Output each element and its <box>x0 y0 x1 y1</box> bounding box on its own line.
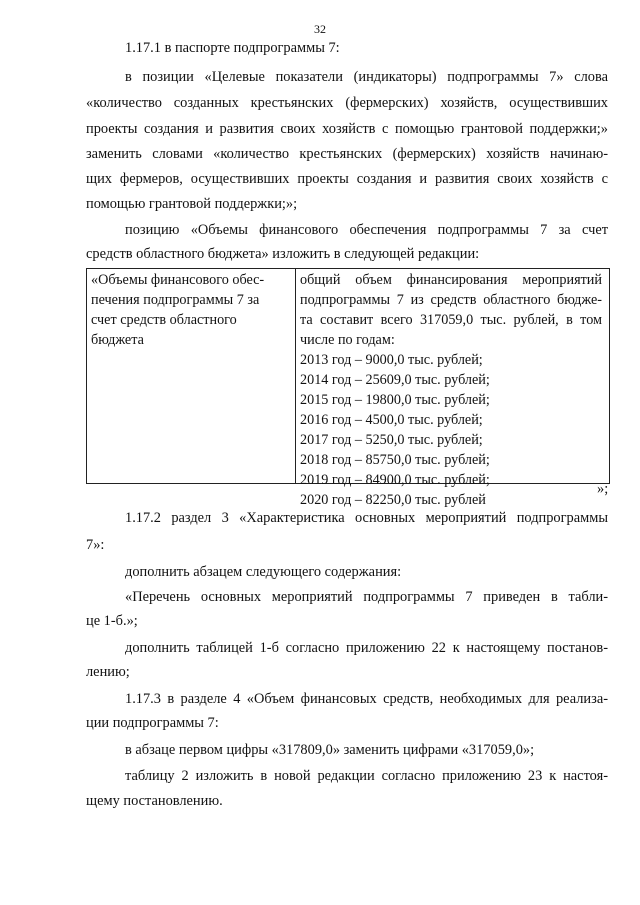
table-cell-left <box>91 270 291 350</box>
paragraph-line: 1.17.1 в паспорте подпрограммы 7: <box>125 40 340 56</box>
table-left-line: счет средств областного <box>91 312 237 328</box>
table-right-line: 2019 год – 84900,0 тыс. рублей; <box>300 472 490 488</box>
paragraph-line: 7»: <box>86 537 105 553</box>
table-right-line: 2014 год – 25609,0 тыс. рублей; <box>300 372 490 388</box>
paragraph-line: 1.17.2 раздел 3 «Характеристика основных мероприятий подпрограммы <box>125 510 608 526</box>
paragraph-line: «количество созданных крестьянских (фермерских) хозяйств, осуществивших <box>86 95 608 111</box>
paragraph-line: «Перечень основных мероприятий подпрограммы 7 приведен в табли- <box>125 589 608 605</box>
table-left-line: бюджета <box>91 332 144 348</box>
paragraph-line: заменить словами «количество крестьянских (фермерских) хозяйств начинаю- <box>86 146 608 162</box>
paragraph-line: таблицу 2 изложить в новой редакции согласно приложению 23 к настоя- <box>125 768 608 784</box>
paragraph-line: щему постановлению. <box>86 793 223 809</box>
table-right-line: та составит всего 317059,0 тыс. рублей, в том <box>300 312 602 328</box>
table-right-line: 2018 год – 85750,0 тыс. рублей; <box>300 452 490 468</box>
table-right-line: подпрограммы 7 из средств областного бюдже- <box>300 292 602 308</box>
paragraph-line: в позиции «Целевые показатели (индикаторы) подпрограммы 7» слова <box>125 69 608 85</box>
table-right-line: 2016 год – 4500,0 тыс. рублей; <box>300 412 483 428</box>
table-left-line: печения подпрограммы 7 за <box>91 292 260 308</box>
paragraph-line: дополнить таблицей 1-б согласно приложению 22 к настоящему постанов- <box>125 640 608 656</box>
table-right-line: общий объем финансирования мероприятий <box>300 272 602 288</box>
page-number: 32 <box>314 22 326 36</box>
paragraph-line: проекты создания и развития своих хозяйств с помощью грантовой поддержки;» <box>86 121 608 137</box>
paragraph-line: дополнить абзацем следующего содержания: <box>125 564 402 580</box>
table-right-line: 2015 год – 19800,0 тыс. рублей; <box>300 392 490 408</box>
paragraph-line: це 1-б.»; <box>86 613 138 629</box>
table-right-line: 2017 год – 5250,0 тыс. рублей; <box>300 432 483 448</box>
financing-table <box>86 268 610 508</box>
paragraph-line: позицию «Объемы финансового обеспечения подпрограммы 7 за счет <box>125 222 608 238</box>
table-right-line: 2013 год – 9000,0 тыс. рублей; <box>300 352 483 368</box>
table-left-line: «Объемы финансового обес- <box>91 272 265 288</box>
paragraph-line: щих фермеров, осуществивших проекты создания и развития своих хозяйств с <box>86 171 608 187</box>
table-cell-right <box>300 270 602 510</box>
paragraph-line: ции подпрограммы 7: <box>86 715 219 731</box>
table-closing-quote: »; <box>597 481 609 497</box>
table-right-line: числе по годам: <box>300 332 395 348</box>
paragraph-line: помощью грантовой поддержки;»; <box>86 196 298 212</box>
table-column-divider <box>295 269 296 483</box>
paragraph-line: средств областного бюджета» изложить в следующей редакции: <box>86 246 480 262</box>
table-right-line: 2020 год – 82250,0 тыс. рублей <box>300 492 486 508</box>
paragraph-line: 1.17.3 в разделе 4 «Объем финансовых средств, необходимых для реализа- <box>125 691 608 707</box>
paragraph-line: в абзаце первом цифры «317809,0» заменить цифрами «317059,0»; <box>125 742 535 758</box>
paragraph-line: лению; <box>86 664 130 680</box>
